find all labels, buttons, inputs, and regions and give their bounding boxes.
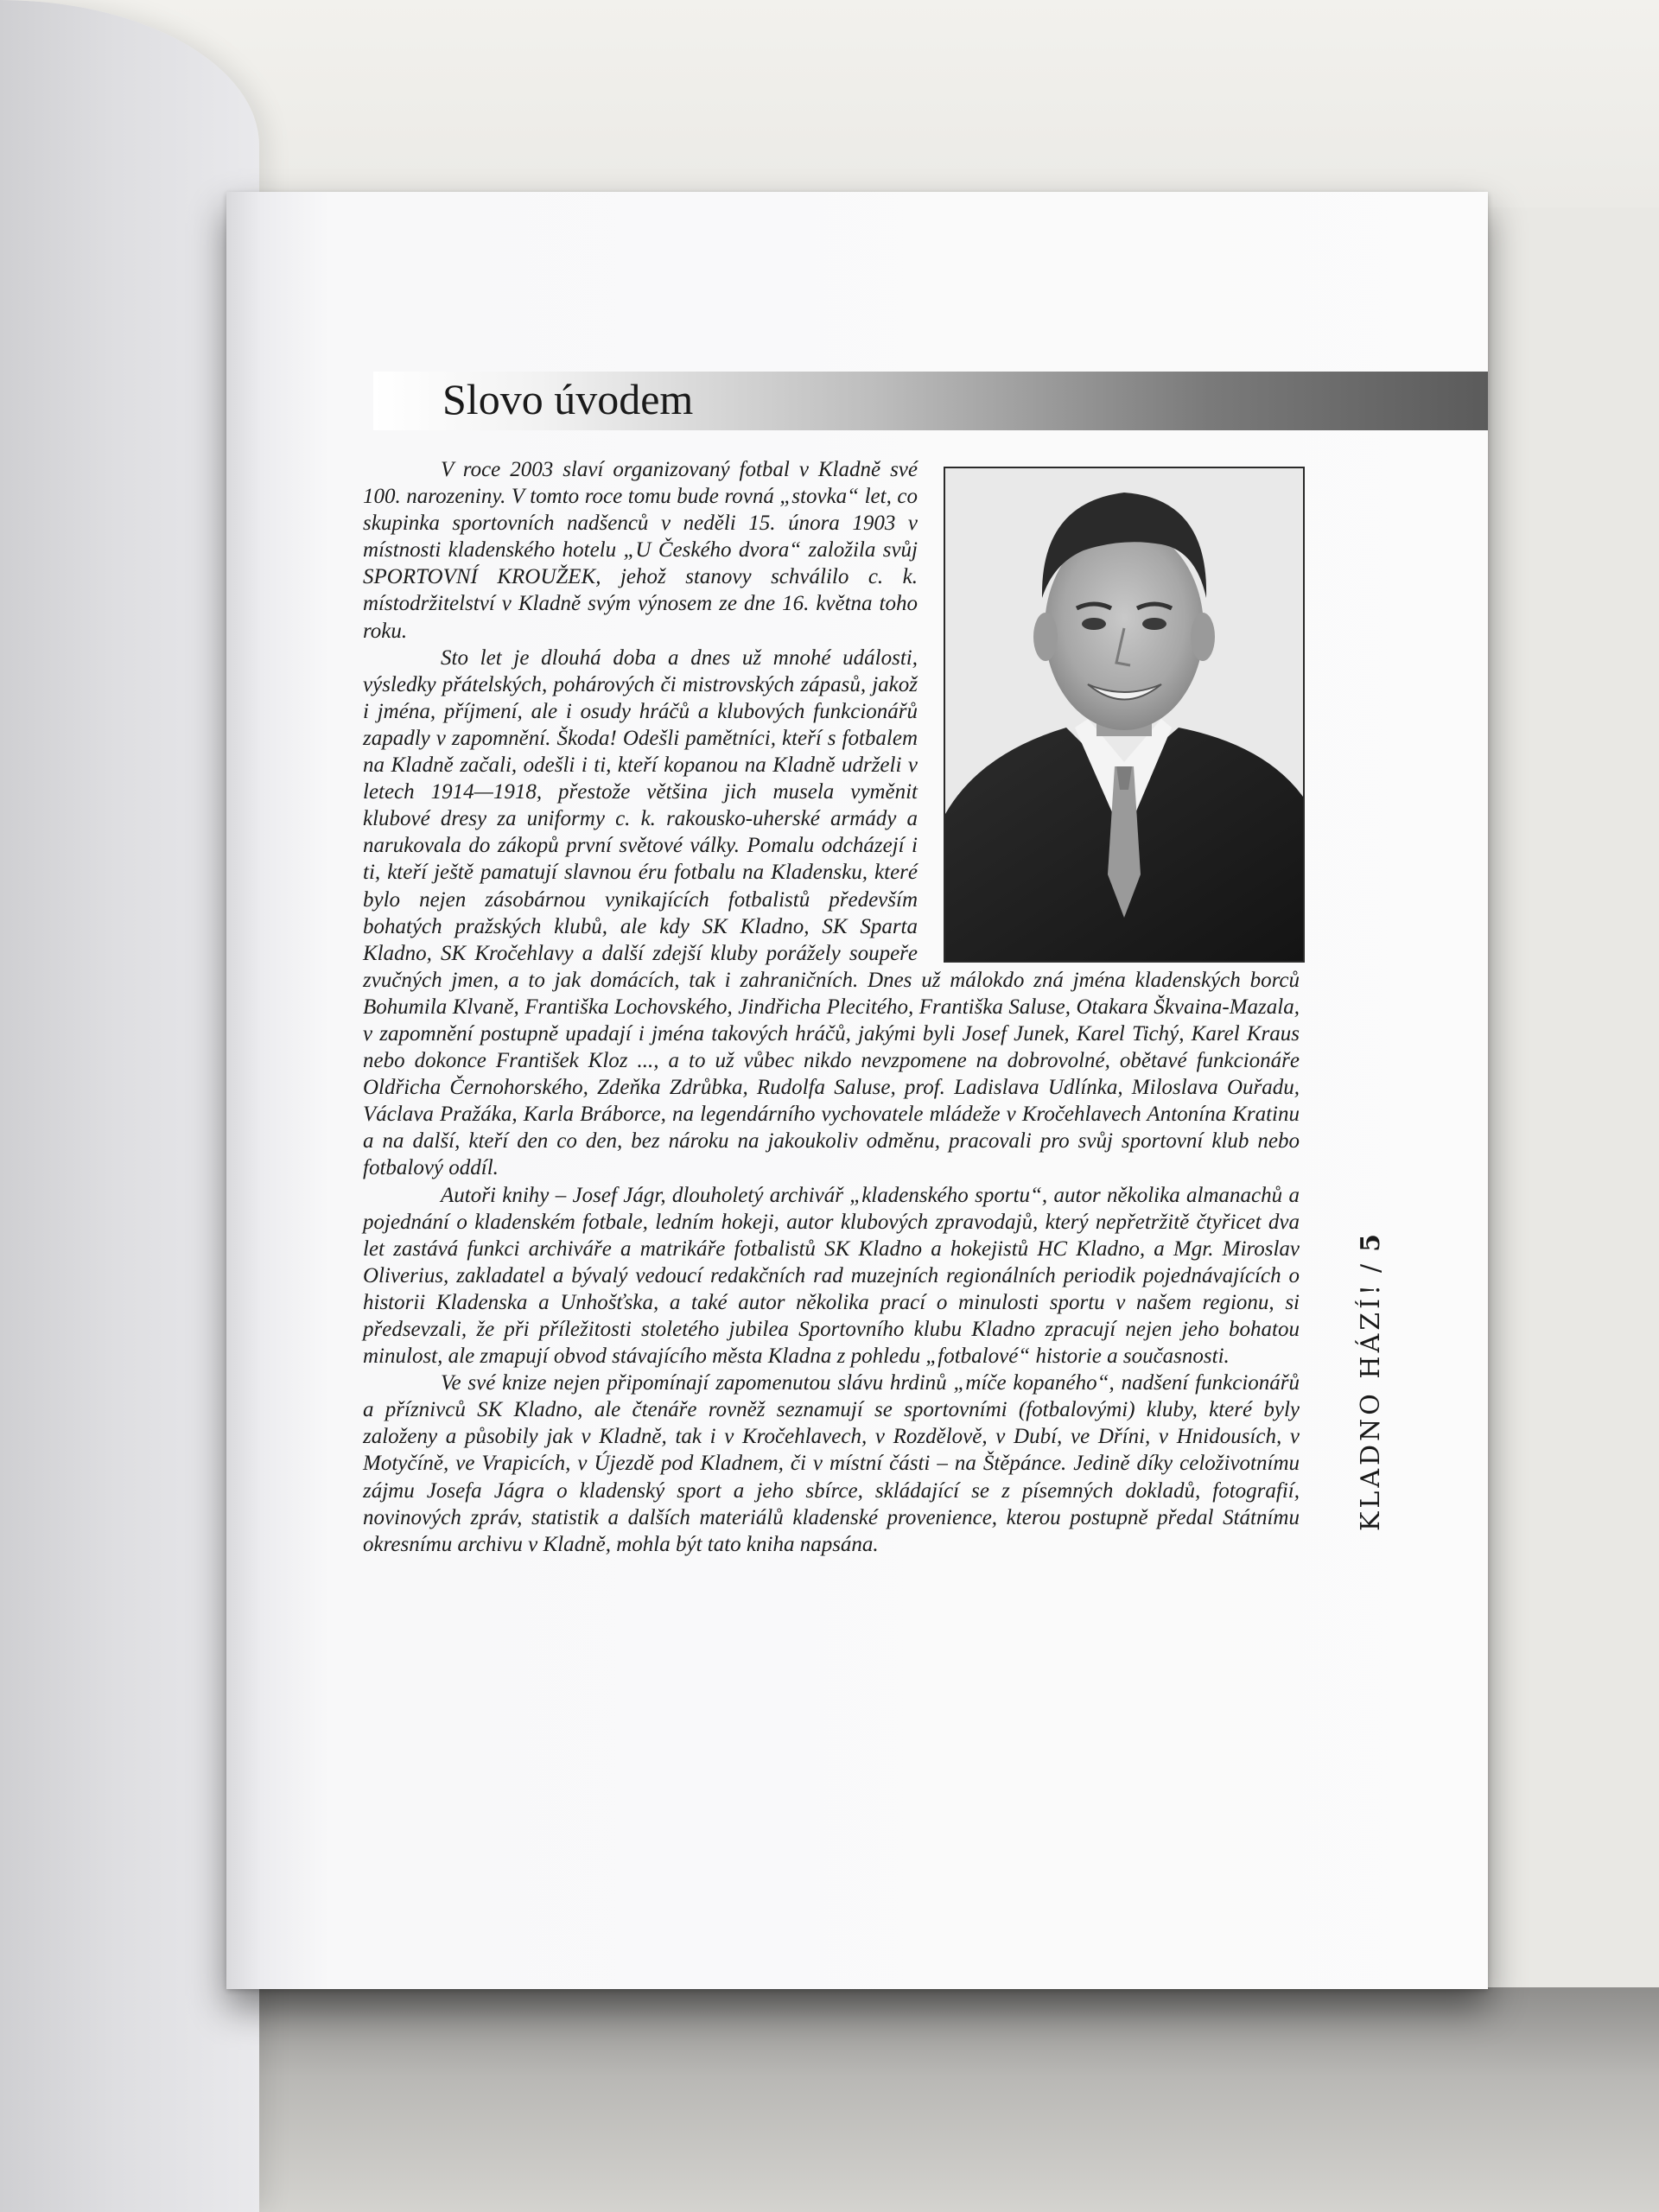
photo-spacer [930,456,1300,966]
page-title: Slovo úvodem [442,375,694,423]
paragraph-3: Autoři knihy – Josef Jágr, dlouholetý archivář „kladenského sportu“, autor několika almanachů a pojednání o kladenském fotbale, ledním hokeji, autor klubových zpravodajů, který nepřetržitě čtyřicet dva let zastává funkci archiváře a matrikáře fotbalistů SK Kladno a hokejistů HC Kladno, a Mgr. Miroslav Oliverius, zakladatel a bývalý vedoucí redakčních rad muzejních regionálních periodik pojednávajících o historii Kladenska a Unhošťska, a také autor několika prací o minulosti sportu v našem regionu, si předsevzali, že při příležitosti stoletého jubilea Sportovního klubu Kladno zpracují nejen jeho bohatou minulost, ale zmapují obvod stávajícího města Kladna z pohledu „fotbalové“ historie a současnosti. [363,1183,1300,1369]
paragraph-4: Ve své knize nejen připomínají zapomenutou slávu hrdinů „míče kopaného“, nadšení funkcionářů a příznivců SK Kladno, ale čtenáře rovněž seznamují se sportovními (fotbalovými) kluby, které byly založeny a působily jak v Kladně, tak i v Kročehlavech, v Rozdělově, v Dubí, ve Dříni, v Hnidousích, v Motyčíně, ve Vrapicích, v Újezdě pod Kladnem, či v místní části – na Štěpánce. Jedině díky celoživotnímu zájmu Josefa Jágra o kladenský sport a jeho sbírce, skládající se z písemných dokladů, fotografií, novinových zpráv, statistik a dalších materiálů kladenské provenience, kterou postupně předal Státnímu okresnímu archivu v Kladně, mohla být tato kniha napsána. [363,1371,1300,1556]
running-head-title: KLADNO HÁZÍ! [1356,1281,1386,1531]
article-body [363,456,1300,1558]
paragraph-1: V roce 2003 slaví organizovaný fotbal v Kladně své 100. narozeniny. V tomto roce tomu bude rovná „stovka“ let, co skupinka sportovních nadšenců v neděli 15. února 1903 v místnosti kladenského hotelu „U Českého dvora“ založila svůj SPORTOVNÍ KROUŽEK, jehož stanovy schválilo c. k. místodržitelství v Kladně svým výnosem ze dne 16. května toho roku. [363,458,918,643]
previous-page-curl [0,0,259,2212]
paragraph-2: Sto let je dlouhá doba a dnes už mnohé události, výsledky přátelských, pohárových či mistrovských zápasů, jakož i jména, příjmení, ale i osudy hráčů a klubových funkcionářů zapadly v zapomnění. Škoda! Odešli pamětníci, kteří s fotbalem na Kladně začali, odešli i ti, kteří kopanou na Kladně udrželi v letech 1914—1918, přestože většina jich musela vyměnit klubové dresy za uniformy c. k. rakousko-uherské armády a narukovala do zákopů první světové války. Pomalu odcházejí i ti, kteří ještě pamatují slavnou éru fotbalu na Kladensku, které bylo nejen zásobárnou vynikajících fotbalistů především bohatých pražských klubů, ale kdy SK Kladno, SK Sparta Kladno, SK Kročehlavy a další zdejší kluby porážely soupeře zvučných jmen, a to jak domácích, tak i zahraničních. Dnes už málokdo zná jména kladenských borců Bohumila Klvaně, Františka Lochovského, Jindřicha Plecitého, Františka Saluse, Otakara Škvaina-Mazala, v zapomnění postupně upadají i jména takových hráčů, jakými byli Josef Junek, Karel Tichý, Karel Kraus nebo dokonce František Kloz ..., a to už vůbec nikdo nevzpomene na dobrovolné, obětavé funkcionáře Oldřicha Černohorského, Zdeňka Zdrůbka, Rudolfa Saluse, prof. Ladislava Udlínka, Miloslava Ouřadu, Václava Pražáka, Karla Bráborce, na legendárního vychovatele mládeže v Kročehlavech Antonína Kratinu a na další, kteří den co den, bez nároku na jakoukoliv odměnu, pracovali pro svůj sportovní klub nebo fotbalový oddíl. [363,645,1300,1180]
running-head-separator: / [1356,1260,1386,1273]
page-number: 5 [1356,1230,1386,1252]
book-page [226,192,1488,1989]
running-head [1350,1013,1393,1531]
